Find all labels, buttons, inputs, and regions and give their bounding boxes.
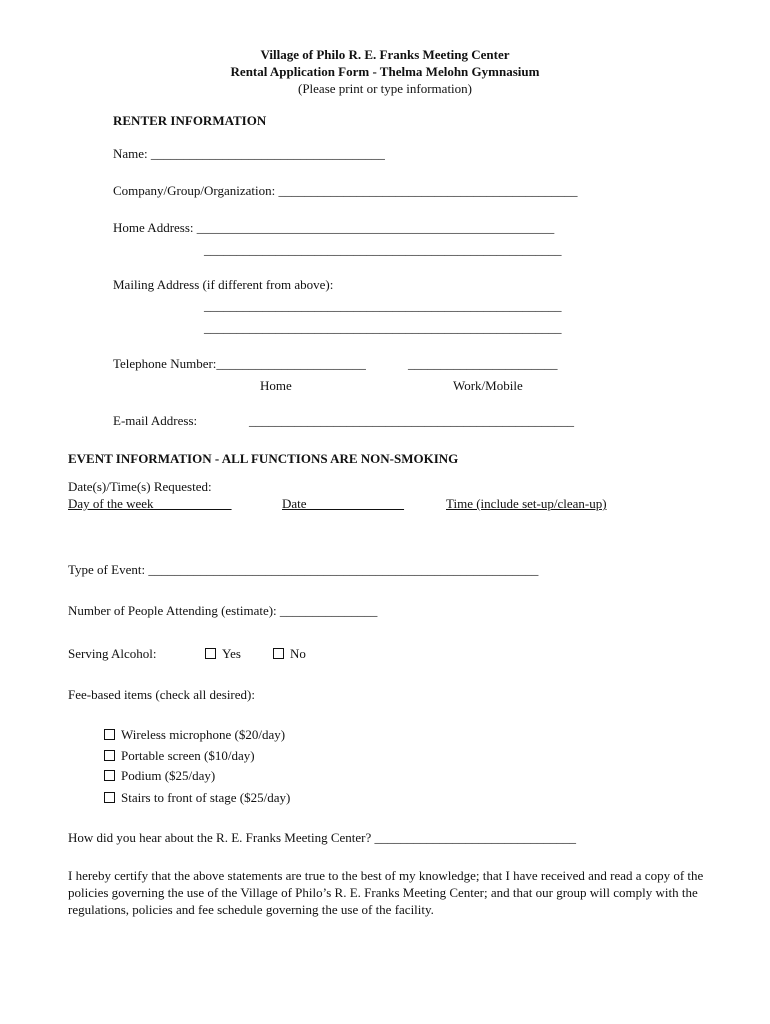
telephone-home-field[interactable]: Telephone Number:_______________________	[113, 356, 366, 371]
form-title-line1: Village of Philo R. E. Franks Meeting Center	[260, 47, 510, 62]
event-heading: EVENT INFORMATION - ALL FUNCTIONS ARE NON-SMOKING	[68, 451, 459, 466]
checkbox-icon[interactable]	[104, 750, 115, 761]
mailing-address-label: Mailing Address (if different from above):	[113, 277, 334, 292]
home-address-field[interactable]: Home Address: _______________________________________________________	[113, 220, 555, 235]
checkbox-icon[interactable]	[104, 729, 115, 740]
telephone-work-label: Work/Mobile	[453, 378, 523, 393]
alcohol-yes-label: Yes	[222, 646, 241, 661]
fee-item-option[interactable]	[104, 768, 215, 784]
alcohol-no-label: No	[290, 646, 306, 661]
dates-requested-label: Date(s)/Time(s) Requested:	[68, 479, 212, 494]
home-address-line2[interactable]: _______________________________________________________	[204, 242, 562, 257]
checkbox-icon[interactable]	[104, 792, 115, 803]
checkbox-icon[interactable]	[273, 648, 284, 659]
fee-item-option[interactable]	[104, 790, 290, 806]
fee-items-label: Fee-based items (check all desired):	[68, 687, 255, 702]
col-day-of-week: Day of the week	[68, 496, 232, 511]
email-field[interactable]: __________________________________________________	[249, 413, 574, 428]
fee-item-option[interactable]	[104, 727, 285, 743]
people-attending-field[interactable]: Number of People Attending (estimate): _______________	[68, 603, 378, 618]
company-field[interactable]: Company/Group/Organization: ______________________________________________	[113, 183, 578, 198]
mailing-address-line2[interactable]: _______________________________________________________	[204, 320, 562, 335]
dates-table-header	[68, 496, 232, 512]
telephone-home-label: Home	[260, 378, 292, 393]
fee-item-label: Podium ($25/day)	[121, 768, 216, 783]
telephone-work-field[interactable]: _______________________	[408, 356, 558, 371]
renter-heading: RENTER INFORMATION	[113, 113, 267, 128]
fee-item-label: Wireless microphone ($20/day)	[121, 727, 286, 742]
type-of-event-field[interactable]: Type of Event: ____________________________________________________________	[68, 562, 539, 577]
form-title-line2: Rental Application Form - Thelma Melohn Gymnasium	[230, 64, 540, 79]
form-instructions: (Please print or type information)	[297, 81, 472, 96]
alcohol-no-option[interactable]	[273, 646, 306, 662]
checkbox-icon[interactable]	[104, 770, 115, 781]
email-label: E-mail Address:	[113, 413, 198, 428]
name-field[interactable]: Name: ____________________________________	[113, 146, 385, 161]
hear-about-field[interactable]: How did you hear about the R. E. Franks Meeting Center? _______________________________	[68, 830, 577, 845]
col-time-wrap	[446, 496, 607, 512]
certification-paragraph: I hereby certify that the above statements are true to the best of my knowledge; that I have received and read a copy of the policies governing the use of the Village of Philo’s R. E. Franks Meeting Center; and that our group will comply with the regulations, policies and fee schedule governing the use of the facility.	[68, 868, 704, 917]
fee-item-label: Stairs to front of stage ($25/day)	[121, 790, 291, 805]
col-time: Time (include set-up/clean-up)	[446, 496, 607, 511]
col-date-wrap	[282, 496, 404, 512]
fee-item-option[interactable]	[104, 748, 255, 764]
col-date: Date	[282, 496, 405, 511]
fee-item-label: Portable screen ($10/day)	[121, 748, 255, 763]
serving-alcohol-label: Serving Alcohol:	[68, 646, 157, 661]
alcohol-yes-option[interactable]	[205, 646, 241, 662]
checkbox-icon[interactable]	[205, 648, 216, 659]
mailing-address-line1[interactable]: _______________________________________________________	[204, 298, 562, 313]
